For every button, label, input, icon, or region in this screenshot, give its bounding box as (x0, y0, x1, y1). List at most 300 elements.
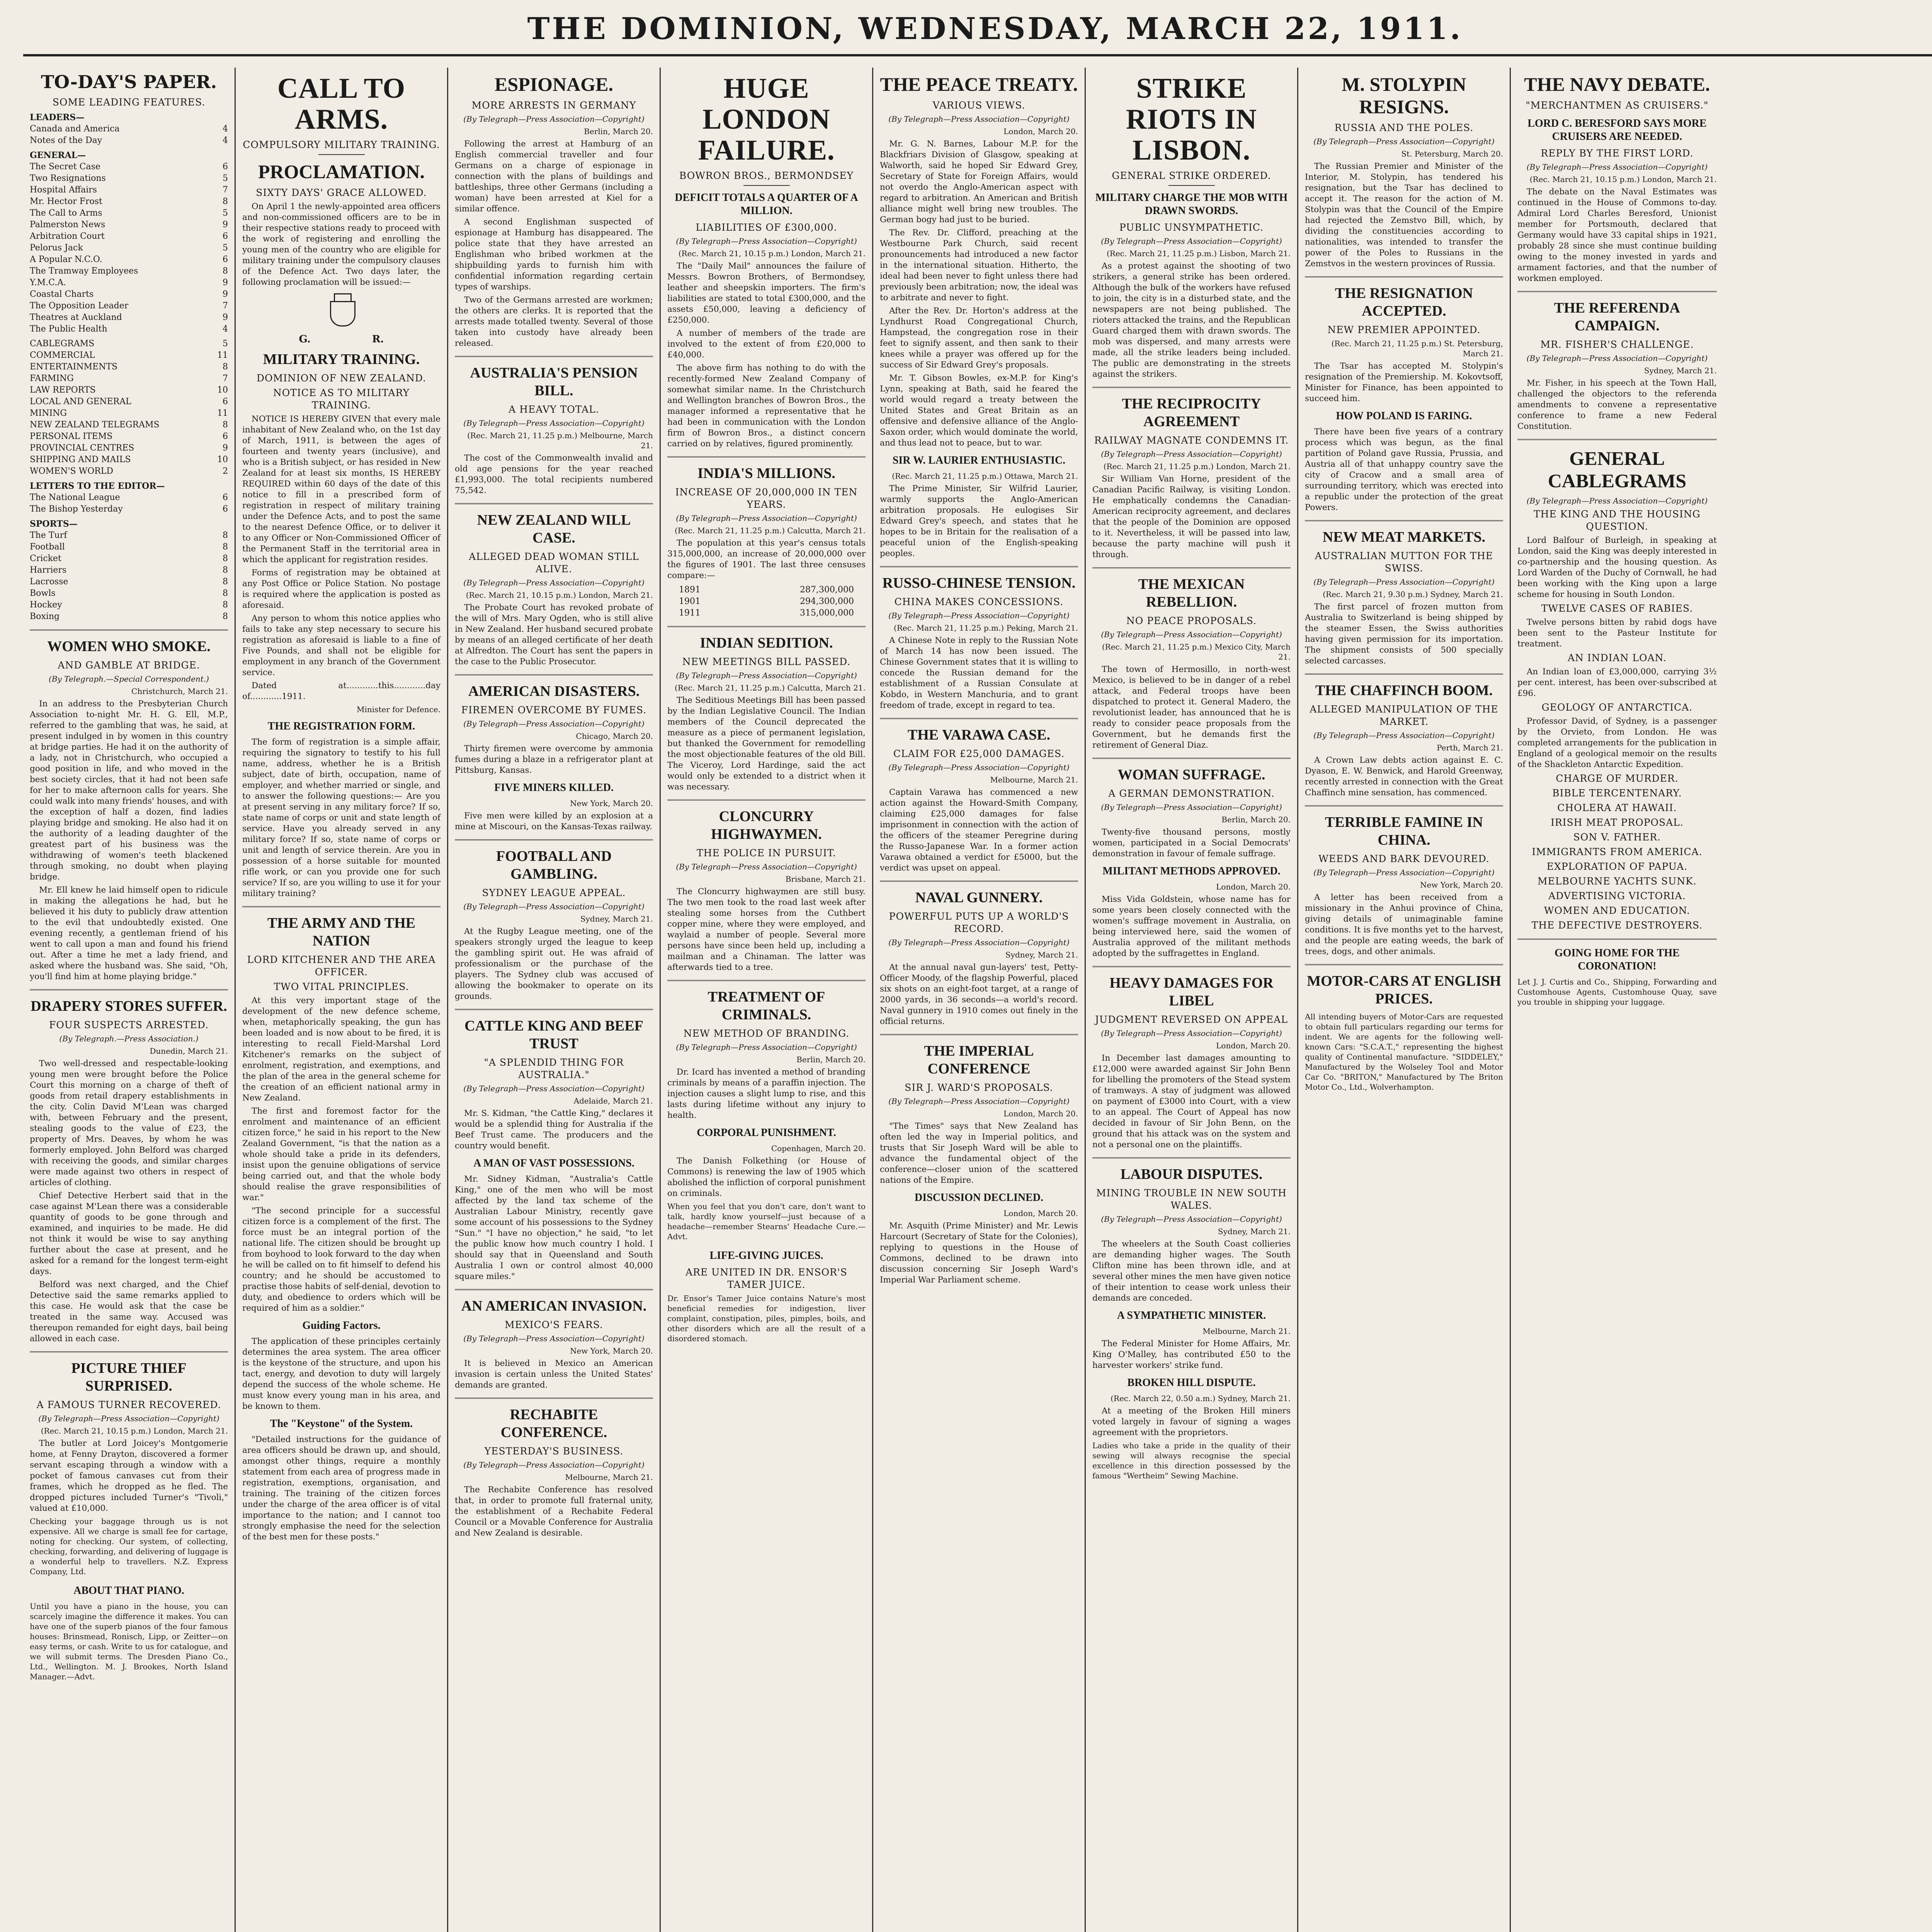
column-5 (873, 68, 1086, 1932)
article-dateline: (Rec. March 21, 11.25 p.m.) Mexico City, March 21. (1102, 642, 1291, 662)
article-paragraph: Chief Detective Herbert said that in the case against M'Lean there was a considerable quantity of goods to be gone through and examined, and inquiries to be made. He did not think it would be wise to say anything further about the case at present, and he asked for a remand for the longest term-eight days. (30, 1191, 228, 1276)
article-credit: (By Telegraph—Press Association—Copyright) (1313, 731, 1495, 740)
article-credit: (By Telegraph—Press Association—Copyright) (676, 671, 857, 680)
article-subhead: MILITARY CHARGE THE MOB WITH DRAWN SWORDS. (1095, 192, 1288, 217)
article-paragraph: The Prime Minister, Sir Wilfrid Laurier, warmly supports the Anglo-American arbitration proposals. He eulogises Sir Edward Grey's speech, and states that he hopes to be in Britain for the realisation of a peaceful union of the English-speaking peoples. (880, 484, 1078, 558)
article-subhead: NEW MEETINGS BILL PASSED. (682, 656, 851, 667)
article-credit: (By Telegraph—Press Association—Copyright) (463, 578, 645, 587)
article-subhead: PUBLIC UNSYMPATHETIC. (1119, 222, 1264, 233)
article-headline: SIR W. LAURIER ENTHUSIASTIC. (892, 454, 1066, 466)
divider (318, 154, 365, 155)
article-paragraph: Belford was next charged, and the Chief Detective said the same remarks applied to this case. He would ask that the case be treated in the same way. Accused was thereupon remanded for eight days, bail being allowed in each case. (30, 1280, 228, 1344)
toc-sports-head: SPORTS— (30, 519, 78, 529)
article-dateline: (Rec. March 21, 11.25 p.m.) Peking, March 21. (894, 623, 1078, 633)
article-headline: MILITANT METHODS APPROVED. (1102, 865, 1281, 877)
divider (30, 629, 228, 631)
article-headline: THE REGISTRATION FORM. (267, 720, 415, 732)
article-dateline: London, March 20. (1003, 1109, 1078, 1118)
article-paragraph: Mr. Asquith (Prime Minister) and Mr. Lewis Harcourt (Secretary of State for the Colonies), replying to questions in the House of Commons, declined to be drawn into discussion concerning Sir Joseph Ward's Imperial War Parliament scheme. (880, 1221, 1078, 1285)
toc-item: The Tramway Employees 8 (30, 266, 228, 276)
article-subhead: GENERAL STRIKE ORDERED. (1112, 170, 1271, 181)
article-paragraph: Dr. Icard has invented a method of branding criminals by means of a paraffin injection. The injection causes a slight lump to rise, and this lasts during lifetime without any injury to health. (667, 1067, 866, 1120)
article-subhead: MORE ARRESTS IN GERMANY (471, 100, 636, 111)
divider (455, 1289, 653, 1290)
article-paragraph: Lord Balfour of Burleigh, in speaking at London, said the King was deeply interested in co-partnership and the housing question. As Lord Warden of the Duchy of Cornwall, he had been working with the King upon a large scheme for housing in South London. (1517, 536, 1717, 599)
article-credit: (By Telegraph—Press Association—Copyright) (1526, 496, 1708, 505)
article-credit: (By Telegraph—Press Association—Copyright) (1101, 1029, 1282, 1038)
article-subhead: EXPLORATION OF PAPUA. (1546, 861, 1688, 872)
article-dateline: Brisbane, March 21. (785, 874, 866, 884)
article-dateline: (Rec. March 22, 0.50 a.m.) Sydney, March 21. (1111, 1394, 1291, 1403)
toc-item: COMMERCIAL 11 (30, 350, 228, 360)
article-paragraph: The Rechabite Conference has resolved that, in order to promote full fraternal unity, the establishment of a Rechabite Federal Council or a Movable Conference for Australia and New Zealand is desirable. (455, 1485, 653, 1538)
article-headline: CATTLE KING AND BEEF TRUST (464, 1018, 643, 1052)
article-paragraph: "Detailed instructions for the guidance of area officers should be drawn up, and should, amongst other things, require a monthly statement from each area of progress made in registration, exemptions, organisation, and training. The training of the citizen forces under the charge of the area officer is of vital importance to the nation; and I cannot too strongly emphasise the need for the selection of the best men for these posts." (242, 1435, 440, 1542)
article-headline: THE IMPERIAL CONFERENCE (924, 1043, 1034, 1077)
article-subhead: AN INDIAN LOAN. (1568, 652, 1667, 663)
article-headline: CALL TO ARMS. (277, 73, 406, 135)
article-credit: (By Telegraph—Press Association—Copyright) (463, 418, 645, 428)
article-subhead: MELBOURNE YACHTS SUNK. (1537, 876, 1697, 887)
article-dateline: Chicago, March 20. (576, 731, 653, 741)
article-dateline: Berlin, March 20. (584, 127, 653, 136)
column-1 (23, 68, 236, 1932)
article-dateline: London, March 20. (1003, 127, 1078, 136)
divider (667, 799, 866, 801)
article-headline: THE NAVY DEBATE. (1524, 73, 1710, 95)
article-headline: THE PEACE TREATY. (880, 73, 1078, 95)
article-dateline: Copenhagen, March 20. (771, 1144, 866, 1153)
article-paragraph: After the Rev. Dr. Horton's address at the Lyndhurst Road Congregational Church, Hampstead, the congregation rose in their feet to signify assent, and then sank to their knees while a prayer was offered up for the success of Sir Edward Grey's proposals. (880, 306, 1078, 370)
divider (1305, 520, 1503, 521)
article-paragraph: Two well-dressed and respectable-looking young men were brought before the Police Court this morning on a charge of theft of goods from retail drapery establishments in the city. Colin David M'Lean was charged with, between February and the present, stealing goods to the value of £23, the property of Mrs. Deaves, by whom he was formerly employed. John Belford was charged with receiving the goods, and similar charges were made against two others in respect of articles of clothing. (30, 1059, 228, 1187)
article-paragraph: Two of the Germans arrested are workmen; the others are clerks. It is reported that the arrests made totalled twenty. Several of those taken into custody have already been released. (455, 295, 653, 348)
article-paragraph: The Russian Premier and Minister of the Interior, M. Stolypin, has tendered his resignation, but the Tsar has declined to accept it. The reason for the action of M. Stolypin was that the Council of the Empire had rejected the Zemstvo Bill, which, by dividing the constituencies according to nationalities, was intended to transfer the power of the Poles to Russians in the Zemstvos in the western provinces of Russia. (1305, 162, 1503, 269)
article-credit: (By Telegraph.—Special Correspondent.) (49, 674, 209, 684)
signature: Minister for Defence. (357, 705, 440, 714)
article-dateline: London, March 20. (1216, 882, 1291, 891)
toc-item: Hospital Affairs 7 (30, 185, 228, 195)
divider (743, 185, 790, 186)
advertisement: Ladies who take a pride in the quality of their sewing will always recognise the special excellence in this direction possessed by the famous "Wertheim" Sewing Machine. (1092, 1441, 1291, 1480)
article-paragraph: There have been five years of a contrary process which was begun, as the final partition of Poland gave Russia, Prussia, and Austria all of that unhappy country save the city of Cracow and a small area of surrounding territory, which was erected into a republic under the protection of the great Powers. (1305, 427, 1503, 512)
article-paragraph: In December last damages amounting to £12,000 were awarded against Sir John Benn for libelling the promoters of the Stead system of tramways. A stay of judgment was allowed on payment of £3000 into Court, with a view to an appeal. The Court of Appeal has now decided in favour of Sir John Benn, on the ground that his attack was on the system and not a personal one on the plaintiffs. (1092, 1053, 1291, 1150)
article-dateline: Sydney, March 21. (580, 914, 653, 923)
article-headline: AUSTRALIA'S PENSION BILL. (470, 365, 638, 399)
divider (880, 718, 1078, 719)
article-paragraph: The cost of the Commonwealth invalid and old age pensions for the year reached £1,993,000. The total recipients numbered 75,542. (455, 453, 653, 495)
toc-item: MINING 11 (30, 408, 228, 418)
article-dateline: Adelaide, March 21. (573, 1096, 653, 1105)
article-subhead: TWELVE CASES OF RABIES. (1541, 603, 1693, 614)
article-credit: (By Telegraph—Press Association—Copyright) (463, 902, 645, 911)
divider (1092, 387, 1291, 388)
article-headline: THE VARAWA CASE. (907, 727, 1051, 743)
toc-title: TO-DAY'S PAPER. (41, 71, 217, 92)
article-subhead: DEFICIT TOTALS A QUARTER OF A MILLION. (675, 192, 858, 217)
advertisement: When you feel that you don't care, don't want to talk, hardly know yourself—just because of a headache—remember Stearns' Headache Cure.—Advt. (667, 1202, 866, 1241)
advertisement: Checking your baggage through us is not expensive. All we charge is small fee for cartage, noting for checking. Our system, of collecting, checking, forwarding, and delivering of luggage is a wonderful help to travellers. N.Z. Express Company, Ltd. (30, 1517, 228, 1576)
article-subhead: ADVERTISING VICTORIA. (1548, 890, 1686, 901)
article-subhead: A FAMOUS TURNER RECOVERED. (36, 1399, 221, 1410)
article-dateline: Sydney, March 21. (1218, 1227, 1291, 1236)
divider (30, 989, 228, 990)
toc-item: Mr. Hector Frost 8 (30, 197, 228, 206)
article-paragraph: The Rev. Dr. Clifford, preaching at the Westbourne Park Church, said recent pronouncements had introduced a new factor in the international situation. Hitherto, the ideal had been never to fight unless there had previously been arbitration; now, the ideal was to arbitrate and never to fight. (880, 228, 1078, 303)
column-4 (661, 68, 873, 1932)
article-headline: GENERAL CABLEGRAMS (1548, 447, 1687, 492)
article-headline: INDIAN SEDITION. (700, 635, 833, 651)
article-dateline: London, March 20. (1003, 1209, 1078, 1218)
article-paragraph: The Probate Court has revoked probate of the will of Mrs. Mary Ogden, who is still alive in New Zealand. Her husband secured probate by means of an alleged certificate of her death at Alfredton. The Court has sent the papers in the case to the Public Prosecutor. (455, 603, 653, 667)
article-subhead: REPLY BY THE FIRST LORD. (1541, 148, 1694, 159)
article-credit: (By Telegraph—Press Association—Copyright) (676, 862, 857, 871)
article-paragraph: Sir William Van Horne, president of the Canadian Pacific Railway, is visiting London. He emphatically condemns the Canadian-American reciprocity agreement, and declares that the people of the Dominion are opposed to it. Nevertheless, it will be passed into law, because the party machine will push it through. (1092, 474, 1291, 560)
toc-general-list (30, 161, 228, 335)
column-3 (448, 68, 661, 1932)
article-subhead: FIREMEN OVERCOME BY FUMES. (461, 704, 647, 716)
article-paragraph: Twelve persons bitten by rabid dogs have been sent to the Pasteur Institute for treatment. (1517, 617, 1717, 649)
article-paragraph: NOTICE IS HEREBY GIVEN that every male inhabitant of New Zealand who, on the 1st day of March, 1911, is between the ages of fourteen and twenty years (inclusive), and who is a British subject, or has resided in New Zealand for at least six months, IS HEREBY REQUIRED within 60 days of the date of this notice to fill in a prescribed form of registration in respect of military training under the Defence Acts, and to post the same to the nearest Defence Office, or to deliver it to any Officer or Non-Commissioned Officer of the Permanent Staff in the territorial area in which the applicant for registration resides. (242, 414, 440, 565)
article-paragraph: Following the arrest at Hamburg of an English commercial traveller and four Germans on a charge of espionage in connection with the plans of buildings and battleships, three other Germans (including a woman) have been arrested at Kiel for a similar offence. (455, 139, 653, 214)
article-paragraph: Mr. Ell knew he laid himself open to ridicule in making the allegations he had, but he believed it his duty to publicly draw attention to the evil that undoubtedly existed. One evening recently, a gentleman friend of his went to call upon a man and found his friend out. After a time he met a lady friend, and asked where the husband was. She said, "Oh, you'll find him at home playing bridge." (30, 885, 228, 981)
divider (880, 881, 1078, 882)
article-paragraph: Twenty-five thousand persons, mostly women, participated in a Social Democrats' demonstration in favour of female suffrage. (1092, 827, 1291, 859)
article-headline: LABOUR DISPUTES. (1120, 1166, 1263, 1182)
article-credit: (By Telegraph—Press Association—Copyright) (1101, 1214, 1282, 1224)
article-dateline: Berlin, March 20. (1221, 815, 1291, 824)
article-subhead: COMPULSORY MILITARY TRAINING. (243, 139, 440, 150)
article-headline: INDIA'S MILLIONS. (697, 465, 835, 481)
article-paragraph: The butler at Lord Joicey's Montgomerie home, at Fenny Drayton, discovered a former servant escaping through a window with a pocket of famous canvases cut from their frames, which he dropped as he fled. The dropped pictures included Turner's "Tivoli," valued at £10,000. (30, 1439, 228, 1513)
article-headline: PROCLAMATION. (258, 161, 425, 182)
toc-item: Cricket 8 (30, 554, 228, 563)
masthead (23, 8, 1932, 50)
article-headline: AMERICAN DISASTERS. (468, 683, 640, 699)
toc-item: The Turf 8 (30, 531, 228, 540)
article-headline: THE ARMY AND THE NATION (267, 915, 416, 949)
toc-sections-list (30, 338, 228, 477)
article-subhead: RUSSIA AND THE POLES. (1334, 122, 1474, 133)
article-subhead: IRISH MEAT PROPOSAL. (1551, 817, 1684, 828)
article-dateline: (Rec. March 21, 10.15 p.m.) London, March 21. (678, 249, 866, 258)
article-paragraph: The Federal Minister for Home Affairs, Mr. King O'Malley, has contributed £50 to the harvester workers' strike fund. (1092, 1339, 1291, 1370)
divider (455, 839, 653, 840)
article-headline: THE CHAFFINCH BOOM. (1315, 682, 1493, 699)
article-paragraph: On April 1 the newly-appointed area officers and non-commissioned officers are to be in their respective stations ready to proceed with the work of registering and enrolling the young men of the country who are eligible for military training under the compulsory clauses of the Defence Act. Two days later, the following proclamation will be issued:— (242, 202, 440, 287)
article-headline: FIVE MINERS KILLED. (494, 782, 614, 794)
toc-leaders-head: LEADERS— (30, 112, 85, 122)
article-paragraph: The application of these principles certainly determines the area system. The area officer is the keystone of the structure, and upon his tact, energy, and devotion to duty will largely depend the success of the whole scheme. He must know every young man in his area, and be known to them. (242, 1337, 440, 1411)
article-subhead: JUDGMENT REVERSED ON APPEAL (1095, 1014, 1288, 1025)
article-subhead: GEOLOGY OF ANTARCTICA. (1541, 702, 1693, 713)
divider (455, 1398, 653, 1399)
article-paragraph: It is believed in Mexico an American invasion is certain unless the United States' demands are granted. (455, 1359, 653, 1390)
article-headline: M. STOLYPIN RESIGNS. (1342, 73, 1466, 117)
article-subhead: LIABILITIES OF £300,000. (696, 222, 837, 233)
divider (880, 566, 1078, 567)
divider (880, 1034, 1078, 1035)
article-headline: RECHABITE CONFERENCE. (500, 1406, 607, 1440)
article-paragraph: Forms of registration may be obtained at any Post Office or Police Station. No postage is required where the application is posted as aforesaid. (242, 568, 440, 610)
article-headline: THE REFERENDA CAMPAIGN. (1554, 300, 1680, 334)
article-paragraph: Any person to whom this notice applies who fails to take any step necessary to secure his registration as aforesaid is liable to a fine of Five Pounds, and shall not be eligible for employment in any branch of the Government service. (242, 614, 440, 677)
toc-item: Y.M.C.A. 9 (30, 278, 228, 287)
article-subhead: ALLEGED DEAD WOMAN STILL ALIVE. (469, 551, 639, 575)
article-paragraph: As a protest against the shooting of two strikers, a general strike has been ordered. Although the bulk of the workers have refused to join, the city is in a disturbed state, and the newspapers are not being published. The rioters attacked the trains, and the Republican Guard charged them with drawn swords. The mob was dispersed, and many arrests were made, all the strike leaders being included. The public are demonstrating in the streets against the strikers. (1092, 261, 1291, 379)
article-paragraph: Professor David, of Sydney, is a passenger by the Orvieto, from London. He was completed arrangements for the publication in England of a geological memoir on the results of the Shackleton Antarctic Expedition. (1517, 716, 1717, 769)
divider (30, 1351, 228, 1352)
article-subhead: SIXTY DAYS' GRACE ALLOWED. (256, 187, 427, 198)
divider (455, 674, 653, 675)
article-credit: (By Telegraph—Press Association—Copyright) (1526, 354, 1708, 363)
divider (1517, 291, 1717, 292)
advert-headline: GOING HOME FOR THE CORONATION! (1554, 947, 1680, 972)
article-dateline: (Rec. March 21, 11.25 p.m.) Ottawa, March 21. (892, 471, 1078, 481)
article-paragraph: The Seditious Meetings Bill has been passed by the Indian Legislative Council. The Indian members of the Council deprecated the measure as a piece of permanent legislation, but thanked the Government for remodelling the most objectionable features of the old Bill. The Viceroy, Lord Hardinge, said the act would only be extended to a district when it was necessary. (667, 696, 866, 792)
article-headline: THE MEXICAN REBELLION. (1138, 576, 1245, 610)
article-subhead: WEEDS AND BARK DEVOURED. (1318, 853, 1490, 864)
article-dateline: Melbourne, March 21. (1202, 1327, 1291, 1336)
article-paragraph: The Danish Folkething (or House of Commons) is renewing the law of 1905 which abolished the infliction of corporal punishment on criminals. (667, 1156, 866, 1198)
toc-item: Canada and America 4 (30, 124, 228, 134)
article-subhead: "MERCHANTMEN AS CRUISERS." (1526, 100, 1709, 111)
divider (1092, 966, 1291, 967)
article-headline: FOOTBALL AND GAMBLING. (496, 848, 612, 882)
article-headline: DRAPERY STORES SUFFER. (31, 998, 227, 1014)
toc-item: Pelorus Jack 5 (30, 243, 228, 253)
article-paragraph: The first parcel of frozen mutton from Australia to Switzerland is being shipped by the steamer Essen, the Swiss authorities having given permission for its importation. The shipment consists of 500 specially selected carcasses. (1305, 602, 1503, 666)
article-subhead: MEXICO'S FEARS. (505, 1319, 603, 1330)
toc-item: Football 8 (30, 542, 228, 552)
article-subhead: SON V. FATHER. (1573, 832, 1661, 843)
article-dateline: Sydney, March 21. (1005, 950, 1078, 959)
article-subhead: POWERFUL PUTS UP A WORLD'S RECORD. (889, 911, 1069, 934)
toc-item: The Public Health 4 (30, 324, 228, 334)
article-paragraph: Thirty firemen were overcome by ammonia fumes during a blaze in a refrigerator plant at Pittsburg, Kansas. (455, 744, 653, 775)
toc-item: Notes of the Day 4 (30, 136, 228, 145)
divider (667, 980, 866, 981)
article-subhead: THE KING AND THE HOUSING QUESTION. (1534, 509, 1701, 532)
article-dateline: Perth, March 21. (1437, 743, 1503, 752)
divider (1517, 939, 1717, 940)
toc-item: The National League 6 (30, 493, 228, 502)
article-paragraph: "The Times" says that New Zealand has often led the way in Imperial politics, and trusts that Sir Joseph Ward will be able to advance the fundamental object of the conference—closer union of the scattered nations of the Empire. (880, 1121, 1078, 1185)
divider (1305, 964, 1503, 965)
article-dateline: Sydney, March 21. (1644, 366, 1717, 375)
article-headline: MILITARY TRAINING. (263, 351, 420, 367)
article-subhead: MINING TROUBLE IN NEW SOUTH WALES. (1096, 1187, 1287, 1211)
article-subhead: THE POLICE IN PURSUIT. (697, 847, 836, 859)
article-paragraph: In an address to the Presbyterian Church Association to-night Mr. H. G. Ell, M.P., referred to the gambling that was, he said, at present indulged in by women in this country at bridge parties. He had it on the authority of a lady, not in Christchurch, who occupied a good position in life, and who moved in the best society circles, that it had not been safe for her to make afternoon calls for years. She could walk into many friends' houses, and with the exception of half a dozen, find ladies playing bridge and smoking. He also had it on the authority of a leading daughter of the greatest part of his business was the withdrawing of women's teeth blackened through smoking, no doubt when playing bridge. (30, 699, 228, 882)
article-headline: WOMAN SUFFRAGE. (1117, 767, 1265, 783)
article-credit: (By Telegraph—Press Association—Copyright) (1101, 449, 1282, 459)
article-headline: PICTURE THIEF SURPRISED. (71, 1360, 187, 1394)
article-subhead: NEW PREMIER APPOINTED. (1327, 324, 1481, 335)
toc-item: SHIPPING AND MAILS 10 (30, 455, 228, 464)
article-subhead: MR. FISHER'S CHALLENGE. (1540, 339, 1694, 350)
article-paragraph: Captain Varawa has commenced a new action against the Howard-Smith Company, claiming £25,000 damages for false imprisonment in connection with the action of the officers of the steamer Peregrine during the Russo-Japanese War. In a former action Varawa obtained a verdict for £5000, but the verdict was upset on appeal. (880, 787, 1078, 873)
article-headline: NEW MEAT MARKETS. (1322, 529, 1486, 545)
article-dateline: Melbourne, March 21. (565, 1473, 653, 1482)
article-dateline: New York, March 20. (570, 1346, 653, 1355)
article-subhead: NO PEACE PROPOSALS. (1126, 615, 1257, 626)
article-subhead: LORD KITCHENER AND THE AREA OFFICER. (247, 954, 436, 978)
article-paragraph: Mr. G. N. Barnes, Labour M.P. for the Blackfriars Division of Glasgow, speaking at Walworth, said he hoped Sir Edward Grey, Secretary of State for Foreign Affairs, would not overdo the Anglo-American aspect with regard to arbitration. An American and British alliance might well bring new troubles. The German bogy had just to be buried. (880, 139, 1078, 224)
article-dateline: (Rec. March 21, 10.15 p.m.) London, March 21. (41, 1426, 228, 1435)
divider (1092, 1157, 1291, 1158)
article-dateline: (Rec. March 21, 11.25 p.m.) Calcutta, March 21. (674, 526, 866, 535)
column-2 (236, 68, 448, 1932)
article-headline: STRIKE RIOTS IN LISBON. (1126, 73, 1257, 166)
divider (1305, 805, 1503, 806)
article-paragraph: A letter has been received from a missionary in the Anhui province of China, giving details of unimaginable famine conditions. It is five months yet to the harvest, and the people are eating weeds, the bark of trees, dogs, and other animals. (1305, 893, 1503, 956)
article-credit: (By Telegraph—Press Association—Copyright) (888, 114, 1070, 124)
article-credit: (By Telegraph—Press Association—Copyright) (888, 611, 1070, 620)
article-subhead: BOWRON BROS., BERMONDSEY (679, 170, 854, 181)
article-paragraph: The population at this year's census totals 315,000,000, an increase of 20,000,000 over the figures of 1901. The last three censuses compare:— (667, 538, 866, 580)
royal-cypher: G. R. (299, 333, 384, 345)
toc-item: A Popular N.C.O. 6 (30, 255, 228, 264)
article-subhead: A HEAVY TOTAL. (509, 404, 599, 415)
toc-item: Bowls 8 (30, 588, 228, 598)
article-headline: The "Keystone" of the System. (270, 1418, 413, 1430)
advert-headline: LIFE-GIVING JUICES. (709, 1250, 823, 1262)
article-paragraph: Five men were killed by an explosion at a mine at Miscouri, on the Kansas-Texas railway. (455, 811, 653, 832)
article-dateline: New York, March 20. (1420, 880, 1503, 889)
article-headline: HUGE LONDON FAILURE. (698, 73, 835, 166)
toc-item: ENTERTAINMENTS 8 (30, 362, 228, 372)
article-credit: (By Telegraph—Press Association—Copyright) (676, 1043, 857, 1052)
article-subhead: INCREASE OF 20,000,000 IN TEN YEARS. (675, 486, 858, 510)
article-paragraph: Mr. Sidney Kidman, "Australia's Cattle King," one of the men who will be most affected by the land tax scheme of the Australian Labour Ministry, recently gave some account of his possessions to the Sydney "Sun." "I have no objection," he said, "to let the public know how much country I hold. I should say that in Queensland and South Australia I own or control almost 40,000 square miles." (455, 1174, 653, 1281)
article-paragraph: At the annual naval gun-layers' test, Petty-Officer Moody, of the flagship Powerful, placed six shots on an eight-foot target, at a range of 2000 yards, in 36 seconds—a world's record. Naval gunnery in 1910 comes out finely in the official returns. (880, 963, 1078, 1026)
toc-item: Arbitration Court 6 (30, 231, 228, 241)
table-row: 1891 287,300,000 (679, 585, 854, 595)
article-headline: Guiding Factors. (302, 1320, 381, 1332)
article-subhead: ALLEGED MANIPULATION OF THE MARKET. (1310, 704, 1498, 727)
toc-item: LOCAL AND GENERAL 6 (30, 397, 228, 406)
article-credit: (By Telegraph—Press Association—Copyright) (1101, 803, 1282, 812)
article-credit: (By Telegraph—Press Association—Copyright) (463, 1334, 645, 1343)
article-subhead: A GERMAN DEMONSTRATION. (1108, 788, 1275, 799)
column-7 (1298, 68, 1511, 1932)
article-credit: (By Telegraph—Press Association—Copyright) (1101, 630, 1282, 639)
table-row: 1901 294,300,000 (679, 597, 854, 606)
article-dateline: (Rec. March 21, 11.25 p.m.) London, March 21. (1103, 462, 1291, 471)
article-dateline: London, March 20. (1216, 1041, 1291, 1050)
article-dateline: (Rec. March 21, 11.25 p.m.) Melbourne, March 21. (467, 431, 653, 450)
article-headline: DISCUSSION DECLINED. (915, 1192, 1043, 1204)
article-headline: WOMEN WHO SMOKE. (47, 638, 211, 655)
article-dateline: New York, March 20. (570, 799, 653, 808)
toc-item: PERSONAL ITEMS 6 (30, 432, 228, 441)
article-dateline: Melbourne, March 21. (990, 775, 1078, 784)
article-credit: (By Telegraph—Press Association—Copyright) (463, 114, 645, 124)
article-paragraph: The form of registration is a simple affair, requiring the signatory to testify to his full name, address, whether he is a British subject, date of birth, occupation, name of employer, and whether married or single, and to answer the following questions:— Are you at present serving in any military force? If so, state name of corps or unit and state length of service. Have you already served in any military force? If so, state name of corps or unit and length of service therein. Are you in possession of a horse suitable for mounted rifle work, or can you provide one for such service? If so, are you willing to use it for your military training? (242, 737, 440, 898)
article-dateline: (Rec. March 21, 10.15 p.m.) London, March 21. (1529, 175, 1717, 184)
article-credit: (By Telegraph—Press Association—Copyright) (463, 1084, 645, 1093)
article-paragraph: At the Rugby League meeting, one of the speakers strongly urged the league to keep the gambling spirit out. He was afraid of professionalism or the purchase of the players. The Sydney club was accused of allowing the bookmaker to operate on its grounds. (455, 927, 653, 1001)
divider (667, 456, 866, 457)
article-subhead: NEW METHOD OF BRANDING. (683, 1028, 850, 1039)
article-subhead: SIR J. WARD'S PROPOSALS. (905, 1082, 1053, 1093)
divider (1092, 758, 1291, 759)
divider (1517, 439, 1717, 440)
article-headline: A SYMPATHETIC MINISTER. (1117, 1310, 1266, 1321)
article-subhead: CHOLERA AT HAWAII. (1557, 802, 1677, 813)
article-headline: TERRIBLE FAMINE IN CHINA. (1325, 814, 1483, 848)
article-headline: NEW ZEALAND WILL CASE. (477, 512, 631, 546)
article-headline: ESPIONAGE. (494, 73, 613, 95)
divider (455, 356, 653, 357)
article-dateline: St. Petersburg, March 20. (1401, 149, 1503, 158)
article-paragraph: The debate on the Naval Estimates was continued in the House of Commons to-day. Admiral Lord Charles Beresford, Unionist member for Portsmouth, declared that Germany would have 33 capital ships in 1921, probably 28 since she must continue building owing to the money invested in yards and armament factories, and that the number of workmen employed. (1517, 187, 1717, 283)
toc-item: The Secret Case 6 (30, 162, 228, 172)
column-8 (1511, 68, 1723, 1932)
article-subhead: THE DEFECTIVE DESTROYERS. (1531, 920, 1703, 931)
article-paragraph: Dated at............this............day of............1911. (242, 681, 440, 701)
article-subhead: IMMIGRANTS FROM AMERICA. (1532, 846, 1702, 857)
article-paragraph: Miss Vida Goldstein, whose name has for some years been closely connected with the women's suffrage movement in Australia, on being interviewed here, said the women of Australia approved of the militant methods adopted by the suffragettes in England. (1092, 895, 1291, 958)
advert-headline: ABOUT THAT PIANO. (73, 1585, 184, 1597)
article-dateline: (Rec. March 21, 11.25 p.m.) St. Petersburg, March 21. (1331, 339, 1503, 358)
table-row: 1911 315,000,000 (679, 608, 854, 618)
toc-item: The Opposition Leader 7 (30, 301, 228, 311)
article-credit: (By Telegraph—Press Association—Copyright) (38, 1414, 219, 1423)
column-6 (1086, 68, 1298, 1932)
divider (455, 503, 653, 504)
article-paragraph: A number of members of the trade are involved to the extent of from £20,000 to £40,000. (667, 328, 866, 360)
toc-item: NEW ZEALAND TELEGRAMS 8 (30, 420, 228, 430)
article-subhead: WOMEN AND EDUCATION. (1544, 905, 1690, 916)
advertisement: All intending buyers of Motor-Cars are requested to obtain full particulars regarding our terms for indent. We are agents for the following well-known Cars: "S.C.A.T.," representing the highest quality of Continental manufacture. "SIDDELEY," Manufactured by the Wolseley Tool and Motor Car Co. "BRITON," Manufactured by The Briton Motor Co., Ltd., Wolverhampton. (1305, 1012, 1503, 1092)
article-credit: (By Telegraph—Press Association—Copyright) (1313, 577, 1495, 587)
article-credit: (By Telegraph—Press Association—Copyright) (1313, 137, 1495, 146)
divider (1092, 567, 1291, 568)
article-paragraph: A Chinese Note in reply to the Russian Note of March 14 has now been issued. The Chinese Government states that it is willing to concede the Russian demand for the establishment of a Russian Consulate at Kobdo, in Western Manchuria, and to grant freedom of trade, except in regard to tea. (880, 636, 1078, 710)
article-credit: (By Telegraph—Press Association—Copyright) (676, 236, 857, 246)
article-paragraph: Mr. Fisher, in his speech at the Town Hall, challenged the objectors to the referenda amendments to convene a representative conference to frame a new Federal Constitution. (1517, 378, 1717, 431)
article-subhead: YESTERDAY'S BUSINESS. (484, 1446, 624, 1457)
article-paragraph: A second Englishman suspected of espionage at Hamburg has disappeared. The police state that they have arrested an Englishman who bribed workmen at the shipbuilding yards to furnish him with confidential information regarding certain types of warships. (455, 217, 653, 292)
article-dateline: (Rec. March 21, 9.30 p.m.) Sydney, March 21. (1323, 590, 1503, 599)
article-dateline: (Rec. March 21, 10.15 p.m.) London, March 21. (466, 590, 653, 600)
article-headline: THE RECIPROCITY AGREEMENT (1122, 396, 1261, 430)
article-credit: (By Telegraph—Press Association—Copyright) (888, 1097, 1070, 1106)
toc-item: Coastal Charts 9 (30, 289, 228, 299)
article-paragraph: The wheelers at the South Coast collieries are demanding higher wages. The South Clifton mine has been thrown idle, and at several other mines the men have given notice of their intention to cease work unless their demands are conceded. (1092, 1239, 1291, 1303)
article-credit: (By Telegraph—Press Association—Copyright) (888, 763, 1070, 772)
divider (1305, 673, 1503, 675)
article-dateline: (Rec. March 21, 11.25 p.m.) Calcutta, March 21. (674, 683, 866, 692)
article-paragraph: An Indian loan of £3,000,000, carrying 3½ per cent. interest, has been over-subscribed at £96. (1517, 667, 1717, 698)
toc-item: The Bishop Yesterday 6 (30, 504, 228, 514)
article-subhead: "A SPLENDID THING FOR AUSTRALIA." (484, 1057, 624, 1080)
article-subhead: FOUR SUSPECTS ARRESTED. (49, 1019, 209, 1031)
article-headline: HOW POLAND IS FARING. (1336, 410, 1472, 422)
article-paragraph: Mr. T. Gibson Bowles, ex-M.P. for King's Lynn, speaking at Bath, said he feared the world would regard a treaty between the United States and Great Britain as an offensive and defensive alliance of the Anglo-Saxon order, which would dominate the world, and thus lead not to peace, but to war. (880, 373, 1078, 448)
article-headline: NAVAL GUNNERY. (915, 889, 1043, 906)
article-subhead: CLAIM FOR £25,000 DAMAGES. (893, 748, 1065, 759)
article-headline: RUSSO-CHINESE TENSION. (882, 575, 1076, 591)
article-subhead: RAILWAY MAGNATE CONDEMNS IT. (1094, 435, 1289, 446)
toc-item: Palmerston News 9 (30, 220, 228, 230)
royal-crest-icon (320, 293, 363, 328)
toc-item: LAW REPORTS 10 (30, 385, 228, 395)
columns (23, 68, 1932, 1932)
article-dateline: Dunedin, March 21. (150, 1046, 228, 1056)
